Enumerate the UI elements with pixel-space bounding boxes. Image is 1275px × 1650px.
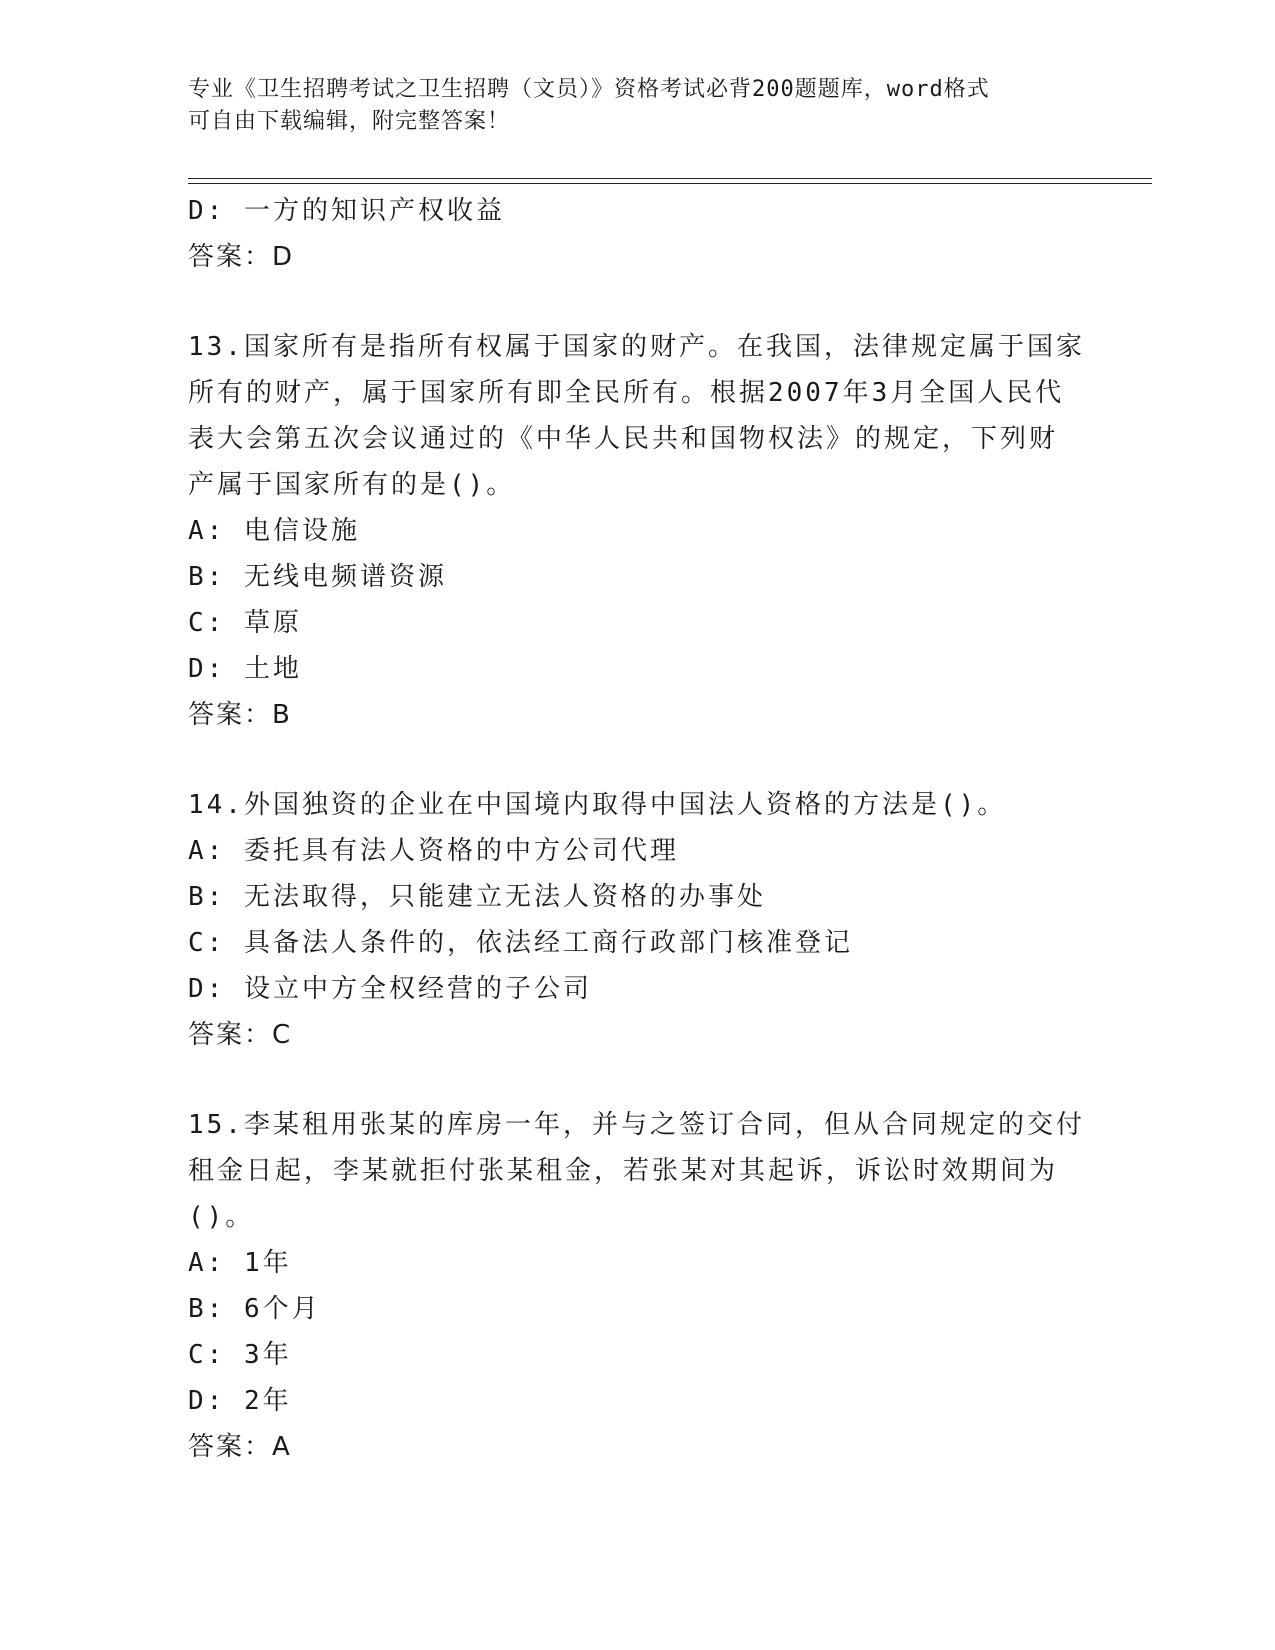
question-13-option-a: A: 电信设施 [188,516,360,546]
spacer [188,280,1088,324]
document-header [188,74,1088,138]
question-13-option-b: B: 无线电频谱资源 [188,562,447,592]
question-15-option-b: B: 6个月 [188,1294,321,1324]
question-15-answer: 答案：A [188,1432,292,1462]
question-15 [188,1102,1088,1470]
question-15-option-c: C: 3年 [188,1340,292,1370]
header-line-1: 专业《卫生招聘考试之卫生招聘（文员）》资格考试必背200题题库，word格式 [188,77,990,102]
question-14-option-d: D: 设立中方全权经营的子公司 [188,974,592,1004]
header-rule-top [188,178,1152,179]
spacer [188,1058,1088,1102]
question-15-line: 租金日起，李某就拒付张某租金，若张某对其起诉，诉讼时效期间为 [188,1156,1059,1186]
question-13-line: 表大会第五次会议通过的《中华人民共和国物权法》的规定，下列财 [188,424,1059,454]
question-14 [188,782,1088,1058]
prev-answer: 答案：D [188,242,295,272]
question-14-option-a: A: 委托具有法人资格的中方公司代理 [188,836,679,866]
question-15-option-d: D: 2年 [188,1386,292,1416]
question-14-answer: 答案：C [188,1020,293,1050]
question-14-line: 14.外国独资的企业在中国境内取得中国法人资格的方法是()。 [188,790,1007,820]
question-13 [188,324,1088,738]
question-13-line: 13.国家所有是指所有权属于国家的财产。在我国，法律规定属于国家 [188,332,1085,362]
question-15-line: ()。 [188,1202,255,1232]
question-14-option-b: B: 无法取得，只能建立无法人资格的办事处 [188,882,766,912]
question-13-option-c: C: 草原 [188,608,302,638]
spacer [188,738,1088,782]
question-13-answer: 答案：B [188,700,292,730]
question-15-line: 15.李某租用张某的库房一年，并与之签订合同，但从合同规定的交付 [188,1110,1085,1140]
question-15-option-a: A: 1年 [188,1248,292,1278]
question-13-option-d: D: 土地 [188,654,302,684]
header-line-2: 可自由下载编辑，附完整答案！ [188,109,511,134]
header-rule-bottom [188,183,1152,184]
question-14-option-c: C: 具备法人条件的，依法经工商行政部门核准登记 [188,928,853,958]
question-13-line: 所有的财产，属于国家所有即全民所有。根据2007年3月全国人民代 [188,378,1065,408]
prev-option-d: D: 一方的知识产权收益 [188,196,505,226]
question-13-line: 产属于国家所有的是()。 [188,470,516,500]
document-body [188,188,1088,1470]
